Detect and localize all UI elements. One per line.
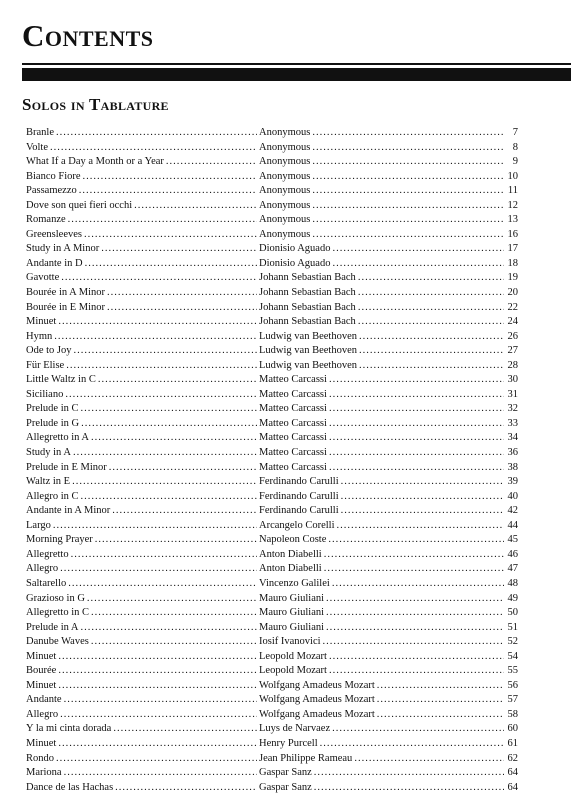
toc-entry — [26, 781, 518, 796]
entry-title: Andante in D — [26, 257, 83, 269]
section-heading: Solos in Tablature — [22, 95, 169, 114]
entry-page: 24 — [507, 316, 518, 328]
toc-entry — [26, 548, 518, 563]
dot-leader — [312, 141, 504, 156]
dot-leader — [341, 475, 504, 490]
dot-leader — [354, 752, 504, 767]
toc-entry — [26, 431, 518, 446]
dot-leader — [56, 752, 257, 767]
dot-leader — [324, 562, 504, 577]
entry-composer: Matteo Carcassi — [259, 447, 327, 459]
entry-page: 39 — [507, 476, 518, 488]
entry-page: 57 — [507, 694, 518, 706]
entry-title: Y la mi cinta dorada — [26, 723, 112, 735]
entry-page: 36 — [507, 447, 518, 459]
dot-leader — [60, 708, 257, 723]
entry-composer: Gaspar Sanz — [259, 781, 312, 793]
dot-leader — [166, 155, 257, 170]
entry-composer: Arcangelo Corelli — [259, 519, 335, 531]
entry-title: Bianco Fiore — [26, 170, 81, 182]
entry-composer: Matteo Carcassi — [259, 388, 327, 400]
entry-page: 11 — [507, 185, 518, 197]
toc-entry — [26, 359, 518, 374]
toc-entry — [26, 228, 518, 243]
dot-leader — [134, 199, 257, 214]
dot-leader — [81, 402, 258, 417]
entry-title: Allegro — [26, 708, 59, 720]
entry-composer: Matteo Carcassi — [259, 417, 327, 429]
entry-page: 22 — [507, 301, 518, 313]
toc-entry — [26, 199, 518, 214]
entry-title: Bourée in A Minor — [26, 287, 106, 299]
entry-title: Passamezzo — [26, 185, 77, 197]
entry-composer: Matteo Carcassi — [259, 403, 327, 415]
entry-page: 33 — [507, 417, 518, 429]
entry-page: 7 — [512, 127, 518, 138]
entry-page: 26 — [507, 330, 518, 342]
dot-leader — [329, 461, 504, 476]
dot-leader — [91, 606, 257, 621]
entry-title: Gavotte — [26, 272, 60, 284]
entry-page: 19 — [507, 272, 518, 284]
toc-entry — [26, 577, 518, 592]
entry-title: Grazioso in G — [26, 592, 85, 604]
entry-title: Für Elise — [26, 359, 65, 371]
entry-composer: Ferdinando Carulli — [259, 505, 339, 517]
toc-entry — [26, 213, 518, 228]
entry-page: 46 — [507, 548, 518, 560]
entry-composer: Jean Philippe Rameau — [259, 752, 353, 764]
toc-entry — [26, 286, 518, 301]
dot-leader — [312, 170, 504, 185]
toc-entry — [26, 446, 518, 461]
dot-leader — [109, 461, 257, 476]
dot-leader — [312, 155, 504, 170]
entry-title: Largo — [26, 519, 51, 531]
entry-title: Rondo — [26, 752, 55, 764]
entry-composer: Johann Sebastian Bach — [259, 316, 356, 328]
entry-composer: Anonymous — [259, 228, 311, 240]
entry-title: Danube Waves — [26, 636, 89, 648]
entry-composer: Ludwig van Beethoven — [259, 359, 357, 371]
dot-leader — [332, 257, 504, 272]
entry-composer: Anton Diabelli — [259, 548, 322, 560]
toc-entry — [26, 679, 518, 694]
entry-composer: Iosif Ivanovici — [259, 636, 321, 648]
dot-leader — [312, 228, 504, 243]
dot-leader — [83, 170, 257, 185]
dot-leader — [329, 431, 504, 446]
dot-leader — [73, 446, 257, 461]
dot-leader — [81, 621, 258, 636]
entry-title: Allegretto — [26, 548, 69, 560]
entry-composer: Anonymous — [259, 199, 311, 211]
toc-entry — [26, 490, 518, 505]
entry-page: 34 — [507, 432, 518, 444]
entry-title: Siciliano — [26, 388, 64, 400]
dot-leader — [113, 722, 257, 737]
entry-composer: Ferdinando Carulli — [259, 490, 339, 502]
entry-composer: Mauro Giuliani — [259, 621, 325, 633]
dot-leader — [314, 766, 504, 781]
dot-leader — [329, 373, 504, 388]
toc-entry — [26, 475, 518, 490]
entry-page: 30 — [507, 374, 518, 386]
entry-page: 56 — [507, 679, 518, 691]
entry-composer: Napoleon Coste — [259, 534, 327, 546]
entry-composer: Leopold Mozart — [259, 665, 327, 677]
entry-composer: Anonymous — [259, 127, 311, 138]
toc-entry — [26, 562, 518, 577]
toc-entry — [26, 257, 518, 272]
dot-leader — [68, 577, 257, 592]
dot-leader — [326, 592, 504, 607]
entry-composer: Anonymous — [259, 141, 311, 153]
entry-title: Allegretto in A — [26, 432, 89, 444]
dot-leader — [112, 504, 257, 519]
dot-leader — [312, 213, 504, 228]
entry-title: Prelude in C — [26, 403, 79, 415]
entry-title: Study in A — [26, 447, 71, 459]
header-rule-thin — [22, 63, 571, 65]
toc-list — [26, 126, 518, 795]
entry-title: Minuet — [26, 737, 57, 749]
dot-leader — [84, 228, 257, 243]
entry-page: 61 — [507, 737, 518, 749]
dot-leader — [64, 693, 257, 708]
entry-composer: Vincenzo Galilei — [259, 577, 330, 589]
dot-leader — [358, 315, 504, 330]
entry-title: Prelude in G — [26, 417, 80, 429]
dot-leader — [64, 766, 257, 781]
dot-leader — [359, 330, 504, 345]
entry-page: 27 — [507, 345, 518, 357]
entry-page: 64 — [507, 767, 518, 779]
entry-page: 13 — [507, 214, 518, 226]
page-title: Contents — [22, 18, 154, 53]
entry-composer: Mauro Giuliani — [259, 592, 325, 604]
entry-title: Branle — [26, 127, 54, 138]
dot-leader — [329, 650, 504, 665]
entry-page: 20 — [507, 287, 518, 299]
dot-leader — [71, 548, 257, 563]
dot-leader — [98, 373, 257, 388]
toc-entry — [26, 126, 518, 141]
toc-entry — [26, 708, 518, 723]
dot-leader — [101, 242, 257, 257]
entry-composer: Anonymous — [259, 156, 311, 168]
entry-composer: Wolfgang Amadeus Mozart — [259, 679, 375, 691]
entry-title: Minuet — [26, 316, 57, 328]
toc-entry — [26, 664, 518, 679]
entry-page: 62 — [507, 752, 518, 764]
dot-leader — [107, 286, 257, 301]
dot-leader — [332, 722, 504, 737]
dot-leader — [323, 635, 504, 650]
entry-composer: Leopold Mozart — [259, 650, 327, 662]
toc-entry — [26, 722, 518, 737]
entry-page: 12 — [507, 199, 518, 211]
dot-leader — [81, 490, 258, 505]
entry-composer: Ferdinando Carulli — [259, 476, 339, 488]
entry-page: 38 — [507, 461, 518, 473]
dot-leader — [312, 126, 504, 141]
dot-leader — [329, 446, 504, 461]
dot-leader — [326, 606, 504, 621]
entry-page: 51 — [507, 621, 518, 633]
dot-leader — [58, 650, 257, 665]
entry-title: Prelude in A — [26, 621, 79, 633]
dot-leader — [329, 402, 504, 417]
entry-composer: Wolfgang Amadeus Mozart — [259, 708, 375, 720]
dot-leader — [358, 301, 504, 316]
dot-leader — [58, 679, 257, 694]
dot-leader — [358, 271, 504, 286]
toc-entry — [26, 402, 518, 417]
entry-composer: Mauro Giuliani — [259, 607, 325, 619]
toc-entry — [26, 373, 518, 388]
dot-leader — [65, 388, 257, 403]
entry-composer: Anonymous — [259, 185, 311, 197]
dot-leader — [314, 781, 504, 796]
entry-page: 32 — [507, 403, 518, 415]
entry-page: 52 — [507, 636, 518, 648]
dot-leader — [79, 184, 257, 199]
toc-entry — [26, 606, 518, 621]
dot-leader — [60, 562, 257, 577]
toc-entry — [26, 504, 518, 519]
dot-leader — [85, 257, 257, 272]
dot-leader — [341, 504, 504, 519]
dot-leader — [50, 141, 257, 156]
entry-title: Dove son quei fieri occhi — [26, 199, 133, 211]
entry-composer: Johann Sebastian Bach — [259, 272, 356, 284]
entry-page: 60 — [507, 723, 518, 735]
dot-leader — [58, 664, 257, 679]
entry-title: Dance de las Hachas — [26, 781, 114, 793]
entry-page: 49 — [507, 592, 518, 604]
entry-composer: Ludwig van Beethoven — [259, 345, 357, 357]
dot-leader — [359, 359, 504, 374]
dot-leader — [328, 533, 504, 548]
toc-entry — [26, 737, 518, 752]
entry-title: Morning Prayer — [26, 534, 93, 546]
entry-page: 47 — [507, 563, 518, 575]
entry-composer: Anton Diabelli — [259, 563, 322, 575]
dot-leader — [107, 301, 257, 316]
entry-page: 48 — [507, 577, 518, 589]
toc-entry — [26, 635, 518, 650]
toc-entry — [26, 417, 518, 432]
entry-page: 64 — [507, 781, 518, 793]
entry-composer: Anonymous — [259, 214, 311, 226]
entry-page: 8 — [512, 141, 518, 153]
dot-leader — [61, 271, 257, 286]
entry-composer: Wolfgang Amadeus Mozart — [259, 694, 375, 706]
toc-entry — [26, 533, 518, 548]
entry-title: Minuet — [26, 650, 57, 662]
entry-title: Bourée in E Minor — [26, 301, 106, 313]
toc-entry — [26, 155, 518, 170]
toc-entry — [26, 242, 518, 257]
dot-leader — [337, 519, 504, 534]
dot-leader — [87, 592, 257, 607]
entry-title: Ode to Joy — [26, 345, 72, 357]
entry-composer: Johann Sebastian Bach — [259, 287, 356, 299]
entry-title: Hymn — [26, 330, 53, 342]
entry-composer: Ludwig van Beethoven — [259, 330, 357, 342]
entry-page: 45 — [507, 534, 518, 546]
entry-composer: Luys de Narvaez — [259, 723, 331, 735]
dot-leader — [81, 417, 257, 432]
entry-page: 55 — [507, 665, 518, 677]
entry-composer: Matteo Carcassi — [259, 461, 327, 473]
dot-leader — [329, 388, 504, 403]
entry-page: 58 — [507, 708, 518, 720]
entry-page: 40 — [507, 490, 518, 502]
dot-leader — [95, 533, 257, 548]
entry-title: Little Waltz in C — [26, 374, 96, 386]
dot-leader — [115, 781, 257, 796]
dot-leader — [312, 199, 504, 214]
dot-leader — [91, 431, 257, 446]
entry-title: Mariona — [26, 767, 62, 779]
dot-leader — [58, 315, 257, 330]
toc-entry — [26, 519, 518, 534]
entry-page: 54 — [507, 650, 518, 662]
dot-leader — [53, 519, 257, 534]
entry-page: 44 — [507, 519, 518, 531]
entry-title: Bourée — [26, 665, 57, 677]
entry-title: Romanze — [26, 214, 66, 226]
dot-leader — [377, 708, 504, 723]
entry-title: Allegro in C — [26, 490, 79, 502]
dot-leader — [68, 213, 257, 228]
entry-page: 9 — [512, 156, 518, 168]
toc-entry — [26, 766, 518, 781]
toc-entry — [26, 315, 518, 330]
entry-page: 10 — [507, 170, 518, 182]
dot-leader — [58, 737, 257, 752]
entry-title: Allegretto in C — [26, 607, 89, 619]
entry-title: Minuet — [26, 679, 57, 691]
toc-entry — [26, 388, 518, 403]
entry-page: 50 — [507, 607, 518, 619]
dot-leader — [329, 664, 504, 679]
dot-leader — [359, 344, 504, 359]
dot-leader — [332, 242, 504, 257]
toc-entry — [26, 271, 518, 286]
entry-composer: Dionisio Aguado — [259, 257, 331, 269]
entry-composer: Gaspar Sanz — [259, 767, 312, 779]
entry-page: 31 — [507, 388, 518, 400]
toc-entry — [26, 344, 518, 359]
entry-title: Allegro — [26, 563, 59, 575]
entry-title: Greensleeves — [26, 228, 82, 240]
dot-leader — [320, 737, 504, 752]
entry-composer: Matteo Carcassi — [259, 374, 327, 386]
toc-entry — [26, 141, 518, 156]
dot-leader — [324, 548, 504, 563]
dot-leader — [326, 621, 504, 636]
entry-composer: Henry Purcell — [259, 737, 318, 749]
entry-title: Waltz in E — [26, 476, 71, 488]
dot-leader — [74, 344, 258, 359]
toc-entry — [26, 184, 518, 199]
dot-leader — [54, 330, 257, 345]
entry-title: What If a Day a Month or a Year — [26, 156, 164, 168]
dot-leader — [66, 359, 257, 374]
toc-entry — [26, 301, 518, 316]
entry-composer: Anonymous — [259, 170, 311, 182]
entry-title: Andante — [26, 694, 62, 706]
dot-leader — [312, 184, 504, 199]
dot-leader — [56, 126, 257, 141]
entry-page: 28 — [507, 359, 518, 371]
dot-leader — [91, 635, 257, 650]
toc-entry — [26, 621, 518, 636]
entry-page: 16 — [507, 228, 518, 240]
dot-leader — [377, 679, 504, 694]
dot-leader — [332, 577, 504, 592]
entry-composer: Johann Sebastian Bach — [259, 301, 356, 313]
toc-entry — [26, 693, 518, 708]
toc-entry — [26, 170, 518, 185]
dot-leader — [358, 286, 504, 301]
toc-entry — [26, 330, 518, 345]
entry-title: Prelude in E Minor — [26, 461, 107, 473]
dot-leader — [72, 475, 257, 490]
entry-composer: Matteo Carcassi — [259, 432, 327, 444]
dot-leader — [341, 490, 504, 505]
toc-entry — [26, 461, 518, 476]
dot-leader — [329, 417, 504, 432]
toc-entry — [26, 592, 518, 607]
entry-title: Volte — [26, 141, 48, 153]
entry-title: Saltarello — [26, 577, 67, 589]
entry-page: 17 — [507, 243, 518, 255]
entry-title: Andante in A Minor — [26, 505, 111, 517]
header-rule-thick — [22, 68, 571, 81]
entry-page: 42 — [507, 505, 518, 517]
dot-leader — [377, 693, 504, 708]
toc-entry — [26, 650, 518, 665]
entry-title: Study in A Minor — [26, 243, 100, 255]
entry-page: 18 — [507, 257, 518, 269]
toc-entry — [26, 752, 518, 767]
entry-composer: Dionisio Aguado — [259, 243, 331, 255]
